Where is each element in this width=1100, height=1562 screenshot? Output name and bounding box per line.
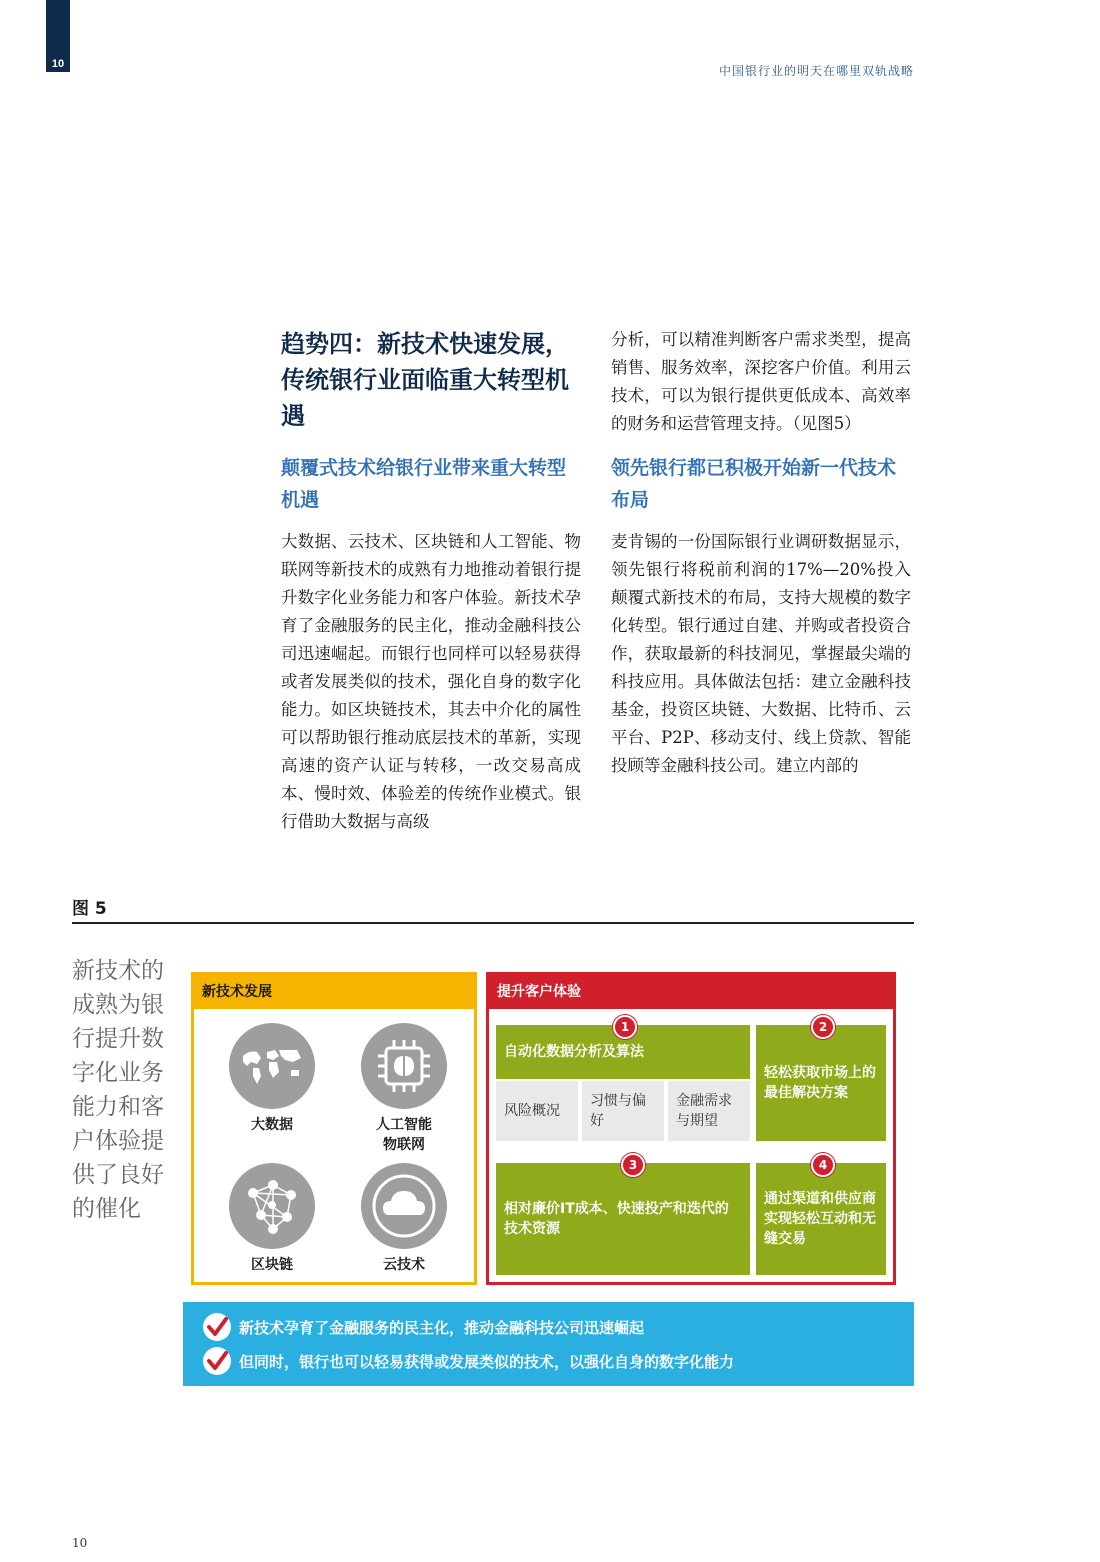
conclusion-text: 新技术孕育了金融服务的民主化，推动金融科技公司迅速崛起 xyxy=(239,1318,645,1337)
world-map-icon xyxy=(229,1023,315,1109)
badge-2: 2 xyxy=(811,1015,835,1039)
section2-heading: 领先银行都已积极开始新一代技术布局 xyxy=(611,457,897,511)
section2-body: 麦肯锡的一份国际银行业调研数据显示，领先银行将税前利润的17%—20%投入颠覆式新技术的布局，支持大规模的数字化转型。银行通过自建、并购或者投资合作，获取最新的科技洞见，掌握最尖端的科技应用。具体做法包括：建立金融科技基金，投资区块链、大数据、比特币、云平台、P2P、移动支付、线上贷款、智能投顾等金融科技公司。建立内部的 xyxy=(611,532,911,775)
box-label: 轻松获取市场上的最佳解决方案 xyxy=(764,1065,876,1101)
box-best-solutions xyxy=(756,1025,886,1141)
brain-chip-icon xyxy=(361,1023,447,1109)
sub-risk-profile: 风险概况 xyxy=(496,1081,578,1141)
page-number: 10 xyxy=(72,1536,88,1550)
box-label: 相对廉价IT成本、快速投产和迭代的技术资源 xyxy=(504,1201,729,1237)
running-head: 中国银行业的明天在哪里双轨战略 xyxy=(718,64,914,78)
figure-caption: 新技术的成熟为银行提升数字化业务能力和客户体验提供了良好的催化 xyxy=(72,958,164,1222)
tech-cloud xyxy=(344,1163,464,1275)
customer-experience-panel-title: 提升客户体验 xyxy=(489,975,893,1009)
conclusion-row-2 xyxy=(203,1344,914,1378)
conclusion-text: 但同时，银行也可以轻易获得或发展类似的技术，以强化自身的数字化能力 xyxy=(239,1352,735,1371)
checkmark-icon xyxy=(203,1347,231,1375)
box-label: 通过渠道和供应商实现轻松互动和无缝交易 xyxy=(764,1191,876,1247)
tech-label: 人工智能 物联网 xyxy=(376,1117,432,1153)
customer-experience-panel xyxy=(486,972,896,1285)
tech-blockchain xyxy=(212,1163,332,1275)
article-title: 趋势四：新技术快速发展，传统银行业面临重大转型机遇 xyxy=(281,330,569,430)
page-tab: 10 xyxy=(46,0,70,72)
continuation-text: 分析，可以精准判断客户需求类型，提高销售、服务效率，深挖客户价值。利用云技术，可以为银行提供更低成本、高效率的财务和运营管理支持。（见图5） xyxy=(611,330,911,433)
new-tech-panel xyxy=(191,972,477,1285)
figure-divider xyxy=(72,922,914,924)
article-column-left xyxy=(281,326,581,850)
section1-body: 大数据、云技术、区块链和人工智能、物联网等新技术的成熟有力地推动着银行提升数字化业务能力和客户体验。新技术孕育了金融服务的民主化，推动金融科技公司迅速崛起。而银行也同样可以轻易获得或者发展类似的技术，强化自身的数字化能力。如区块链技术，其去中介化的属性可以帮助银行推动底层技术的革新，实现高速的资产认证与转移，一改交易高成本、慢时效、体验差的传统作业模式。银行借助大数据与高级 xyxy=(281,532,581,831)
box-seamless-interaction xyxy=(756,1163,886,1275)
section1-heading: 颠覆式技术给银行业带来重大转型机遇 xyxy=(281,457,567,511)
tech-label: 大数据 xyxy=(251,1117,293,1133)
conclusion-bar xyxy=(183,1302,914,1386)
badge-3: 3 xyxy=(621,1153,645,1177)
tech-label: 云技术 xyxy=(383,1257,425,1273)
checkmark-icon xyxy=(203,1313,231,1341)
sub-financial-needs: 金融需求与期望 xyxy=(668,1081,750,1141)
new-tech-panel-title: 新技术发展 xyxy=(194,975,474,1009)
tech-big-data xyxy=(212,1023,332,1135)
badge-4: 4 xyxy=(811,1153,835,1177)
conclusion-row-1 xyxy=(203,1310,914,1344)
sub-habits: 习惯与偏好 xyxy=(582,1081,664,1141)
box-it-resources xyxy=(496,1163,750,1275)
network-nodes-icon xyxy=(229,1163,315,1249)
badge-1: 1 xyxy=(613,1015,637,1039)
tech-ai-iot xyxy=(344,1023,464,1155)
article-column-right xyxy=(611,326,911,794)
figure-label: 图 5 xyxy=(72,899,107,919)
box-label: 自动化数据分析及算法 xyxy=(504,1044,644,1060)
tech-label: 区块链 xyxy=(251,1257,293,1273)
cloud-icon xyxy=(361,1163,447,1249)
